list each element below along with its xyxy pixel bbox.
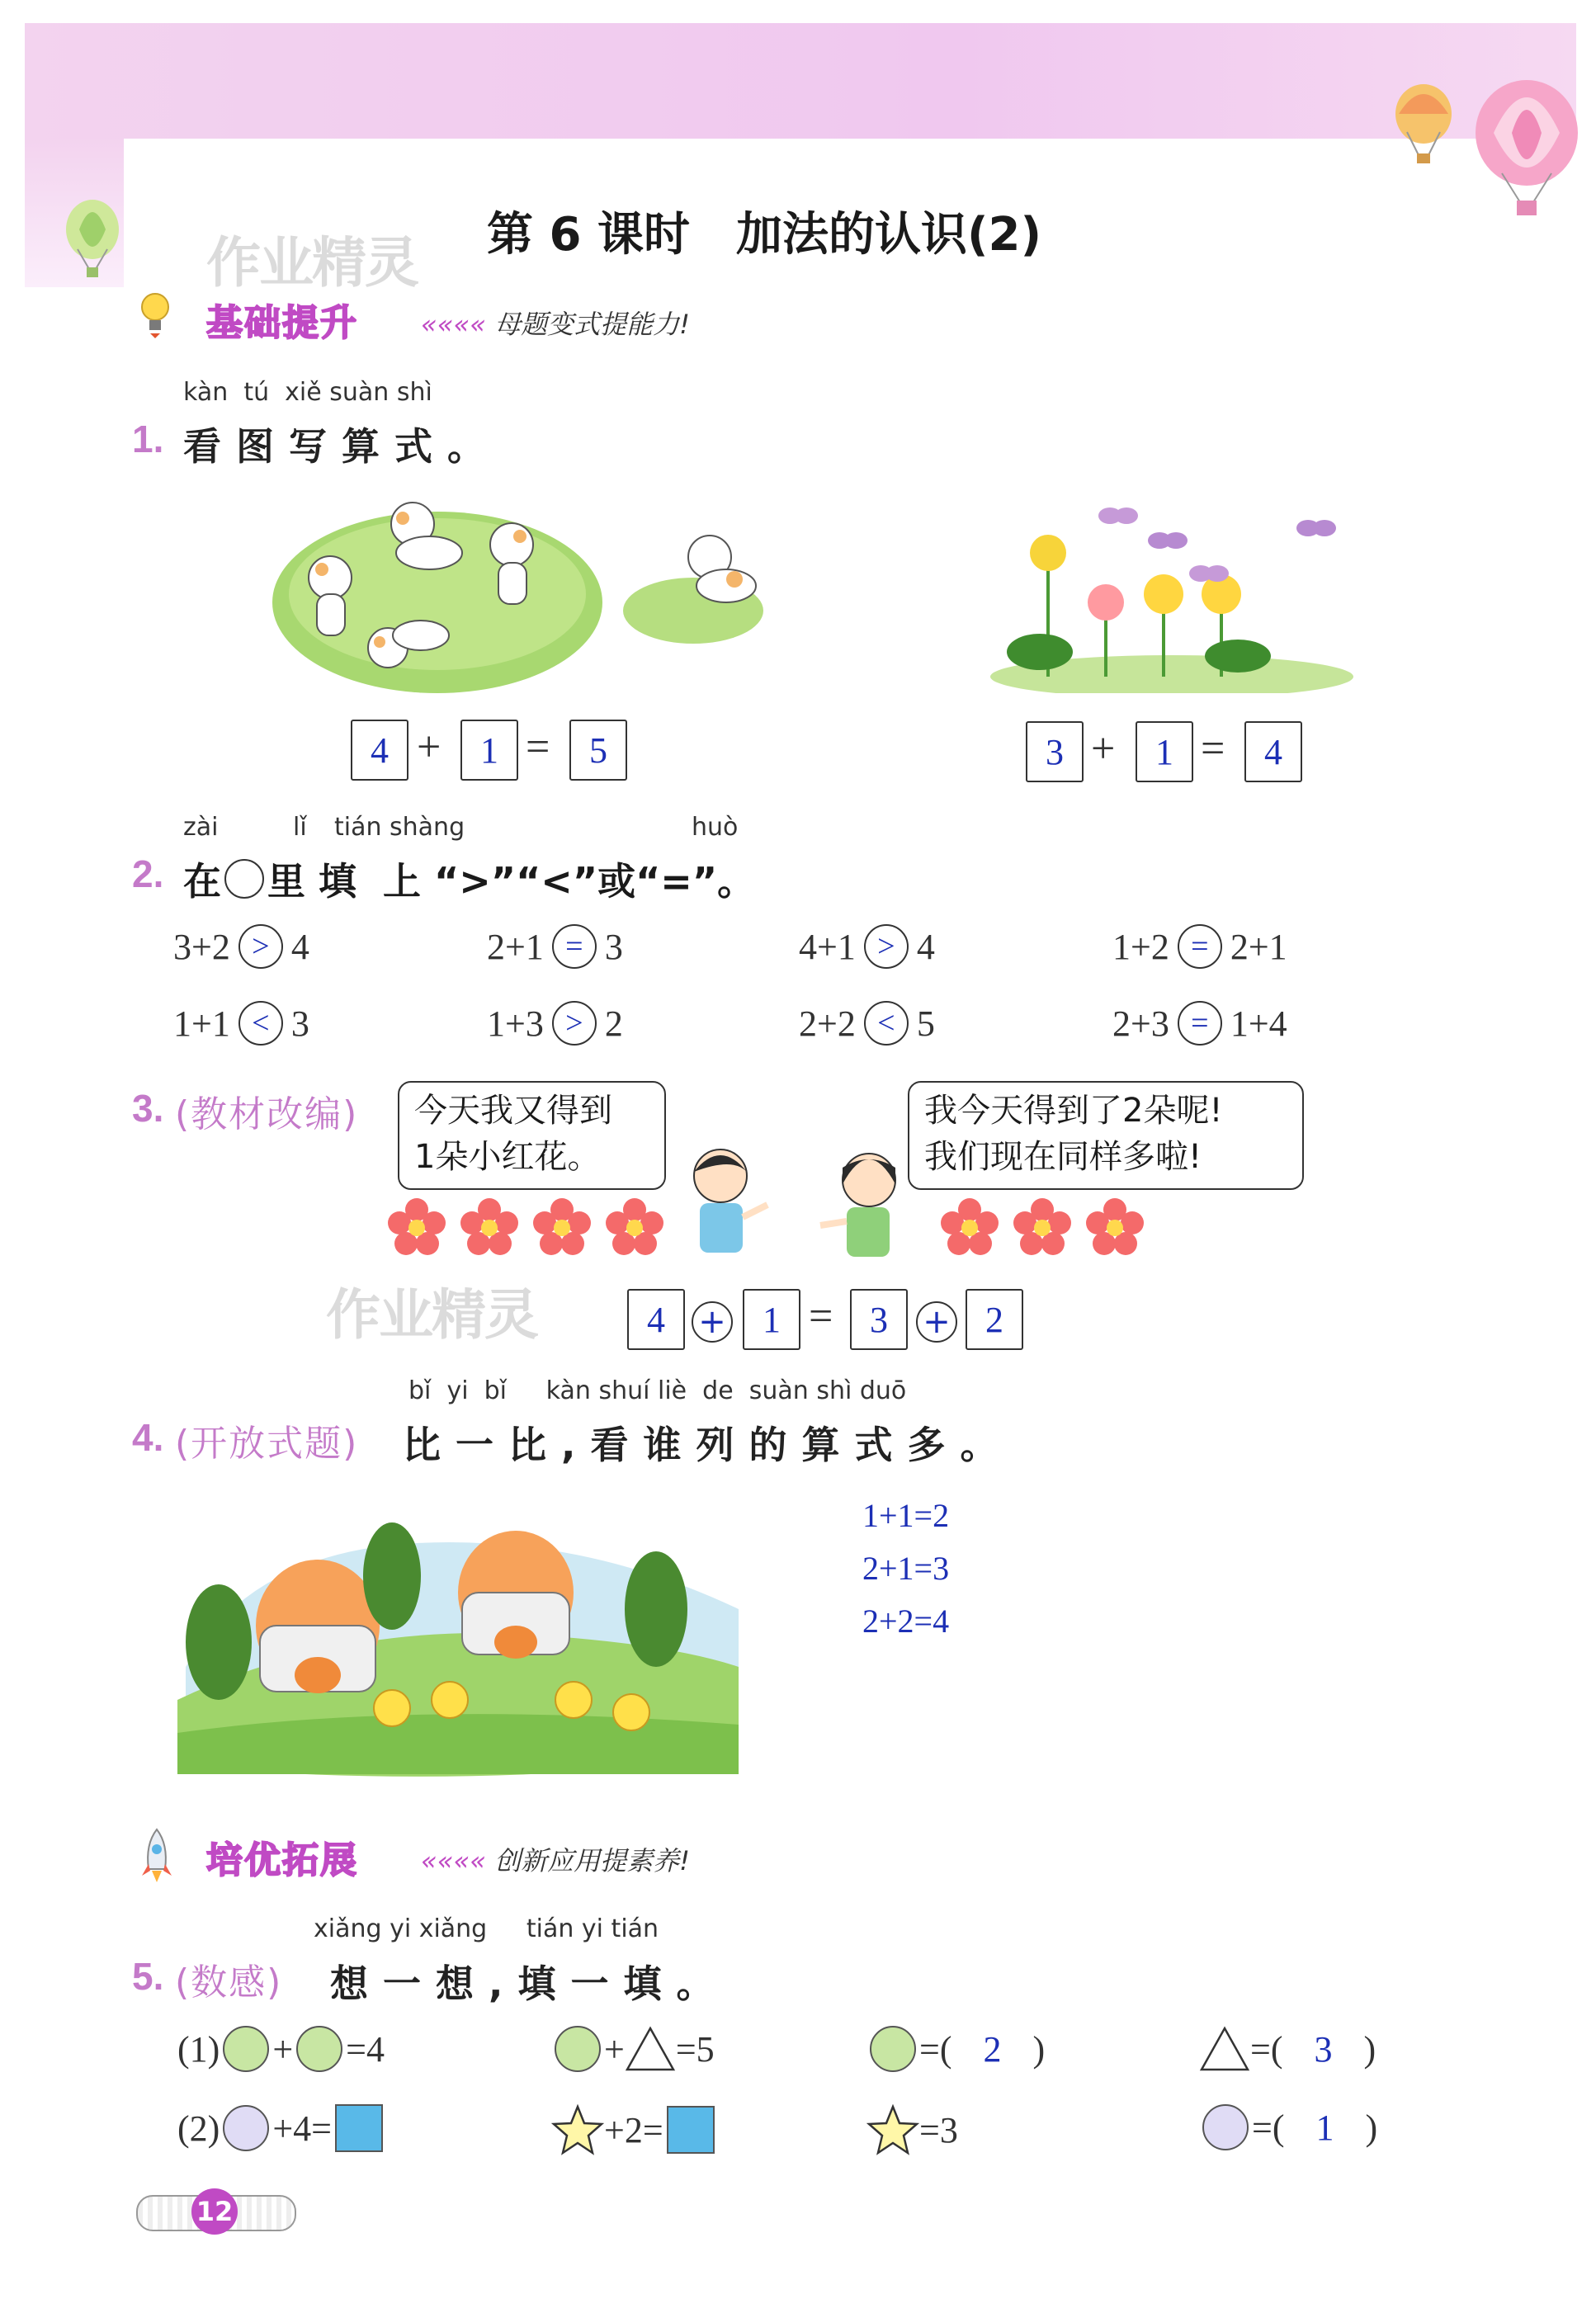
q2-text-b: 里 填 上 “>”“<”或“=”。	[267, 859, 756, 904]
star-icon	[551, 2104, 604, 2155]
q4-text: 比一比,看谁列的算式多。	[403, 1423, 1013, 1467]
q4-answers	[862, 1489, 949, 1648]
q3-eq-c[interactable]: 3	[850, 1289, 908, 1350]
balloon-icon	[1391, 83, 1457, 165]
q1-eq2-op: +	[1091, 725, 1116, 772]
q1-eq1-eq: =	[526, 724, 550, 771]
q5-r1-eq2: + =5	[551, 2026, 715, 2072]
q2-cmp: 2+3 = 1+4	[1112, 1001, 1287, 1046]
q2-pinyin-tian: tián shàng	[334, 813, 465, 842]
q2-cmp: 3+2 > 4	[173, 924, 309, 969]
compare-circle[interactable]: =	[552, 924, 597, 969]
q2-cmp: 2+1 = 3	[487, 924, 623, 969]
section-note-advanced: «««« 创新应用提素养!	[421, 1845, 691, 1876]
compare-circle[interactable]: >	[238, 924, 283, 969]
house-icon	[256, 1560, 380, 1693]
page-title: 第 6 课时 加法的认识(2)	[487, 208, 1042, 262]
q1-eq1-b[interactable]: 1	[460, 720, 518, 781]
q1-eq2-a[interactable]: 3	[1026, 721, 1084, 782]
section-note-text: 创新应用提素养!	[494, 1845, 691, 1876]
q4-answer-line: 2+2=4	[862, 1603, 950, 1640]
q2-pinyin-huo: huò	[692, 813, 739, 842]
q5-number: 5.	[132, 1955, 164, 1998]
red-flower-icon	[388, 1198, 446, 1256]
q2-text	[183, 852, 755, 906]
q2-pinyin-zai: zài	[183, 813, 219, 842]
bubble-line: 今天我又得到	[414, 1092, 612, 1130]
q4-tag: (开放式题)	[175, 1423, 359, 1465]
lavender-circle-icon	[1202, 2104, 1249, 2150]
star-icon	[866, 2104, 919, 2155]
balloon-icon	[1469, 78, 1584, 219]
q2-cmp: 1+2 = 2+1	[1112, 924, 1287, 969]
rocket-icon	[140, 1828, 173, 1886]
compare-circle[interactable]: <	[864, 1001, 909, 1046]
q2-cmp: 1+3 > 2	[487, 1001, 623, 1046]
q1-eq1-op: +	[417, 724, 441, 771]
q4-answer-line: 1+1=2	[862, 1497, 950, 1534]
q5-pinyin: xiǎng yi xiǎng tián yi tián	[314, 1914, 659, 1943]
butterfly-icon	[1148, 532, 1188, 549]
q3-eq-op2[interactable]: +	[916, 1301, 957, 1343]
q5-r2-star-eq: =3	[866, 2104, 958, 2155]
page-number: 12	[191, 2188, 238, 2235]
butterfly-icon	[1098, 507, 1138, 524]
answer-value[interactable]: 3	[1314, 2028, 1333, 2070]
q5-r1-eq1: (1) + =4	[177, 2026, 385, 2072]
blue-square-icon	[335, 2104, 383, 2152]
compare-circle[interactable]: <	[238, 1001, 283, 1046]
cat-icon	[688, 536, 756, 602]
compare-circle[interactable]: >	[864, 924, 909, 969]
compare-circle[interactable]: =	[1178, 924, 1222, 969]
red-flower-icon	[1013, 1198, 1071, 1256]
section-note-basic: «««« 母题变式提能力!	[421, 309, 691, 340]
q1-eq2-c[interactable]: 4	[1244, 721, 1302, 782]
lightbulb-icon	[139, 290, 172, 340]
green-circle-icon	[223, 2026, 269, 2072]
q5-r1-circle-answer: =( 2 )	[866, 2026, 1045, 2072]
q5-r2-eq2: +2=	[551, 2104, 718, 2155]
q4-pinyin: bǐ yi bǐ kàn shuí liè de suàn shì duō	[408, 1376, 907, 1405]
girl-icon	[815, 1143, 914, 1267]
flowers-right	[941, 1198, 1144, 1256]
flowers-illustration	[990, 495, 1370, 693]
q2-pinyin-li: lǐ	[293, 813, 307, 842]
q5-text: 想一想,填一填。	[330, 1961, 730, 2006]
triangle-icon	[625, 2026, 676, 2072]
cats-illustration	[264, 487, 776, 701]
q1-number: 1.	[132, 418, 164, 460]
q3-tag: (教材改编)	[175, 1093, 359, 1135]
chick-icon	[432, 1682, 468, 1718]
q3-eq-b[interactable]: 1	[743, 1289, 800, 1350]
compare-circle[interactable]: >	[552, 1001, 597, 1046]
green-circle-icon	[555, 2026, 601, 2072]
section-badge-advanced: 培优拓展	[206, 1839, 358, 1881]
flower-icon	[1030, 535, 1066, 571]
blue-square-icon	[667, 2106, 715, 2154]
q3-eq-a[interactable]: 4	[627, 1289, 685, 1350]
lavender-circle-icon	[223, 2105, 269, 2151]
q4-number: 4.	[132, 1416, 164, 1459]
q5-tag: (数感)	[175, 1961, 283, 2004]
q1-eq2-eq: =	[1201, 725, 1225, 772]
bubble-line: 我们现在同样多啦!	[924, 1138, 1202, 1176]
section-badge-basic: 基础提升	[206, 302, 358, 344]
q2-number: 2.	[132, 852, 164, 895]
q5-r2-eq1: (2) +4=	[177, 2104, 386, 2152]
green-circle-icon	[870, 2026, 916, 2072]
q4-answer-line: 2+1=3	[862, 1550, 950, 1587]
q3-eq-d[interactable]: 2	[966, 1289, 1023, 1350]
q2-cmp: 2+2 < 5	[799, 1001, 935, 1046]
q3-bubble-right	[908, 1081, 1304, 1190]
chick-icon	[555, 1682, 592, 1718]
q1-eq2-b[interactable]: 1	[1136, 721, 1193, 782]
flower-icon	[1088, 584, 1124, 621]
red-flower-icon	[941, 1198, 999, 1256]
q2-cmp: 4+1 > 4	[799, 924, 935, 969]
watermark: 作业精灵	[326, 1283, 537, 1347]
green-circle-icon	[296, 2026, 342, 2072]
section-note-text: 母题变式提能力!	[494, 309, 691, 340]
house-icon	[458, 1531, 574, 1659]
q1-text: 看图写算式。	[183, 424, 500, 469]
butterfly-icon	[1296, 520, 1336, 536]
red-flower-icon	[606, 1198, 663, 1256]
q3-number: 3.	[132, 1087, 164, 1130]
q5-r2-circle-answer: =( 1 )	[1199, 2104, 1377, 2150]
answer-value[interactable]: 2	[983, 2028, 1002, 2070]
red-flower-icon	[1086, 1198, 1144, 1256]
chick-icon	[613, 1694, 649, 1730]
compare-circle[interactable]: =	[1178, 1001, 1222, 1046]
flowers-left	[388, 1198, 663, 1256]
balloon-icon	[59, 198, 125, 281]
q1-eq1-a[interactable]: 4	[351, 720, 408, 781]
chick-icon	[374, 1690, 410, 1726]
bubble-line: 我今天得到了2朵呢!	[924, 1092, 1223, 1130]
header-wave	[116, 139, 1576, 188]
q1-eq1-c[interactable]: 5	[569, 720, 627, 781]
q1-pinyin: kàn tú xiě suàn shì	[183, 378, 432, 407]
chicks-illustration	[169, 1485, 747, 1782]
blank-circle-icon	[224, 859, 264, 899]
q3-eq-eq: =	[809, 1293, 833, 1340]
bubble-line: 1朵小红花。	[414, 1138, 601, 1176]
watermark: 作业精灵	[206, 231, 418, 295]
q2-text-a: 在	[183, 859, 221, 904]
q5-r1-triangle-answer: =( 3 )	[1199, 2026, 1376, 2072]
boy-icon	[675, 1139, 774, 1263]
red-flower-icon	[533, 1198, 591, 1256]
q3-bubble-left	[398, 1081, 666, 1190]
red-flower-icon	[460, 1198, 518, 1256]
q2-cmp: 1+1 < 3	[173, 1001, 309, 1046]
q3-eq-op1[interactable]: +	[692, 1301, 733, 1343]
triangle-icon	[1199, 2026, 1250, 2072]
header-band	[25, 23, 1576, 139]
answer-value[interactable]: 1	[1315, 2107, 1334, 2148]
flower-icon	[1144, 574, 1183, 614]
